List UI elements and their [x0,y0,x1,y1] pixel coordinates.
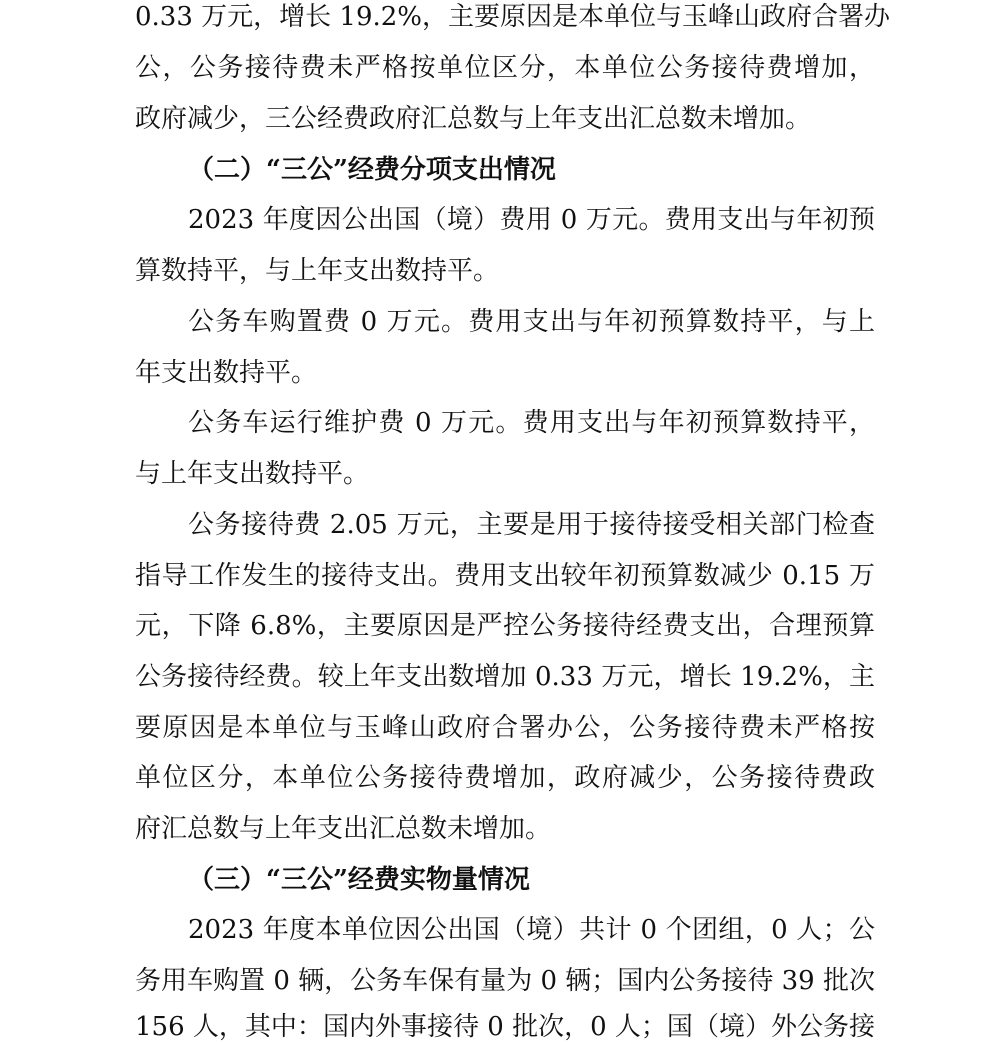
paragraph-line: 公务接待费 2.05 万元，主要是用于接待接受相关部门检查 [188,510,875,540]
paragraph-line: 单位区分，本单位公务接待费增加，政府减少，公务接待费政 [135,763,875,793]
paragraph-line: 政府减少，三公经费政府汇总数与上年支出汇总数未增加。 [135,104,812,134]
paragraph-line: 务用车购置 0 辆，公务车保有量为 0 辆；国内公务接待 39 批次 [135,966,875,996]
paragraph-line: 公务接待经费。较上年支出数增加 0.33 万元，增长 19.2%，主 [135,662,875,692]
section-heading-3: （三）“三公”经费实物量情况 [188,865,530,895]
section-heading-2: （二）“三公”经费分项支出情况 [188,155,556,185]
paragraph-line: 要原因是本单位与玉峰山政府合署办公，公务接待费未严格按 [135,713,875,743]
paragraph-line: 公，公务接待费未严格按单位区分，本单位公务接待费增加， [135,53,875,83]
paragraph-line: 公务车购置费 0 万元。费用支出与年初预算数持平，与上 [188,307,875,337]
paragraph-line: 年支出数持平。 [135,358,318,388]
paragraph-line: 156 人，其中：国内外事接待 0 批次，0 人；国（境）外公务接 [135,1012,875,1042]
paragraph-line: 指导工作发生的接待支出。费用支出较年初预算数减少 0.15 万 [135,561,875,591]
paragraph-line: 算数持平，与上年支出数持平。 [135,256,500,286]
paragraph-line: 2023 年度因公出国（境）费用 0 万元。费用支出与年初预 [188,205,875,235]
paragraph-line: 府汇总数与上年支出汇总数未增加。 [135,814,552,844]
paragraph-line: 与上年支出数持平。 [135,459,370,489]
paragraph-line: 元，下降 6.8%，主要原因是严控公务接待经费支出，合理预算 [135,611,875,641]
paragraph-line: 公务车运行维护费 0 万元。费用支出与年初预算数持平， [188,408,875,438]
paragraph-line: 2023 年度本单位因公出国（境）共计 0 个团组，0 人；公 [188,915,875,945]
paragraph-line: 0.33 万元，增长 19.2%，主要原因是本单位与玉峰山政府合署办 [135,2,891,32]
